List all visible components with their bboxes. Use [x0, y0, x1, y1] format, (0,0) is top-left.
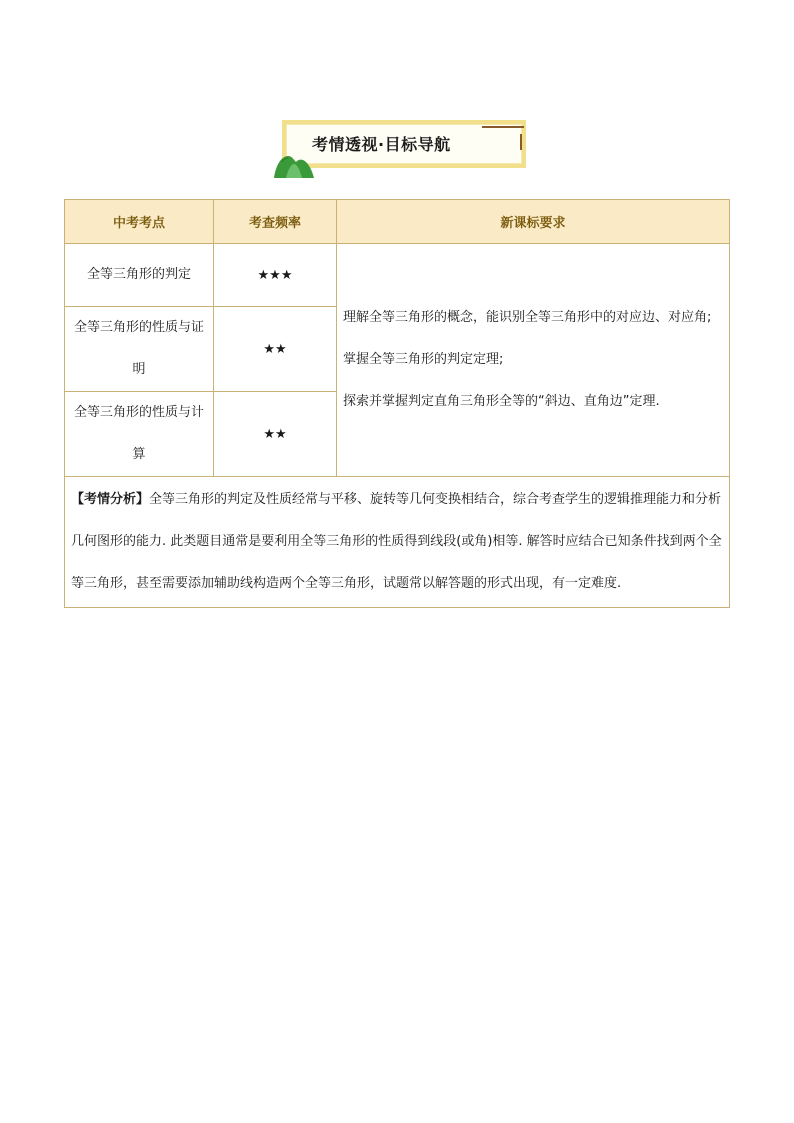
frequency-stars: ★★★ — [214, 244, 337, 307]
header-exam-point: 中考考点 — [65, 200, 214, 244]
frequency-stars: ★★ — [214, 392, 337, 477]
topic-cell: 全等三角形的判定 — [65, 244, 214, 307]
header-curriculum: 新课标要求 — [337, 200, 730, 244]
curriculum-requirements — [337, 244, 730, 477]
analysis-text: 全等三角形的判定及性质经常与平移、旋转等几何变换相结合，综合考查学生的逻辑推理能力和分析几何图形的能力. 此类题目通常是要利用全等三角形的性质得到线段(或角)相等. 解答时应结合已知条件找到两个全等三角形，甚至需要添加辅助线构造两个全等三角形，试题常以解答题的形式出现，有一定难度. — [71, 492, 722, 591]
header-frequency: 考查频率 — [214, 200, 337, 244]
analysis-tag: 【考情分析】 — [71, 492, 150, 507]
analysis-row — [65, 477, 730, 608]
banner-decor-line-vertical — [520, 134, 522, 150]
section-banner — [272, 116, 534, 180]
requirement-line: 理解全等三角形的概念，能识别全等三角形中的对应边、对应角;掌握全等三角形的判定定理; — [343, 310, 712, 367]
mountain-icon — [272, 150, 316, 178]
exam-points-table — [64, 199, 730, 608]
frequency-stars: ★★ — [214, 307, 337, 392]
banner-decor-line — [482, 126, 524, 128]
table-row — [65, 244, 730, 307]
requirement-line: 探索并掌握判定直角三角形全等的“斜边、直角边”定理. — [343, 394, 660, 409]
exam-analysis — [65, 477, 730, 608]
topic-cell: 全等三角形的性质与计算 — [65, 392, 214, 477]
banner-title: 考情透视·目标导航 — [312, 135, 451, 154]
topic-cell: 全等三角形的性质与证明 — [65, 307, 214, 392]
table-header-row — [65, 200, 730, 244]
